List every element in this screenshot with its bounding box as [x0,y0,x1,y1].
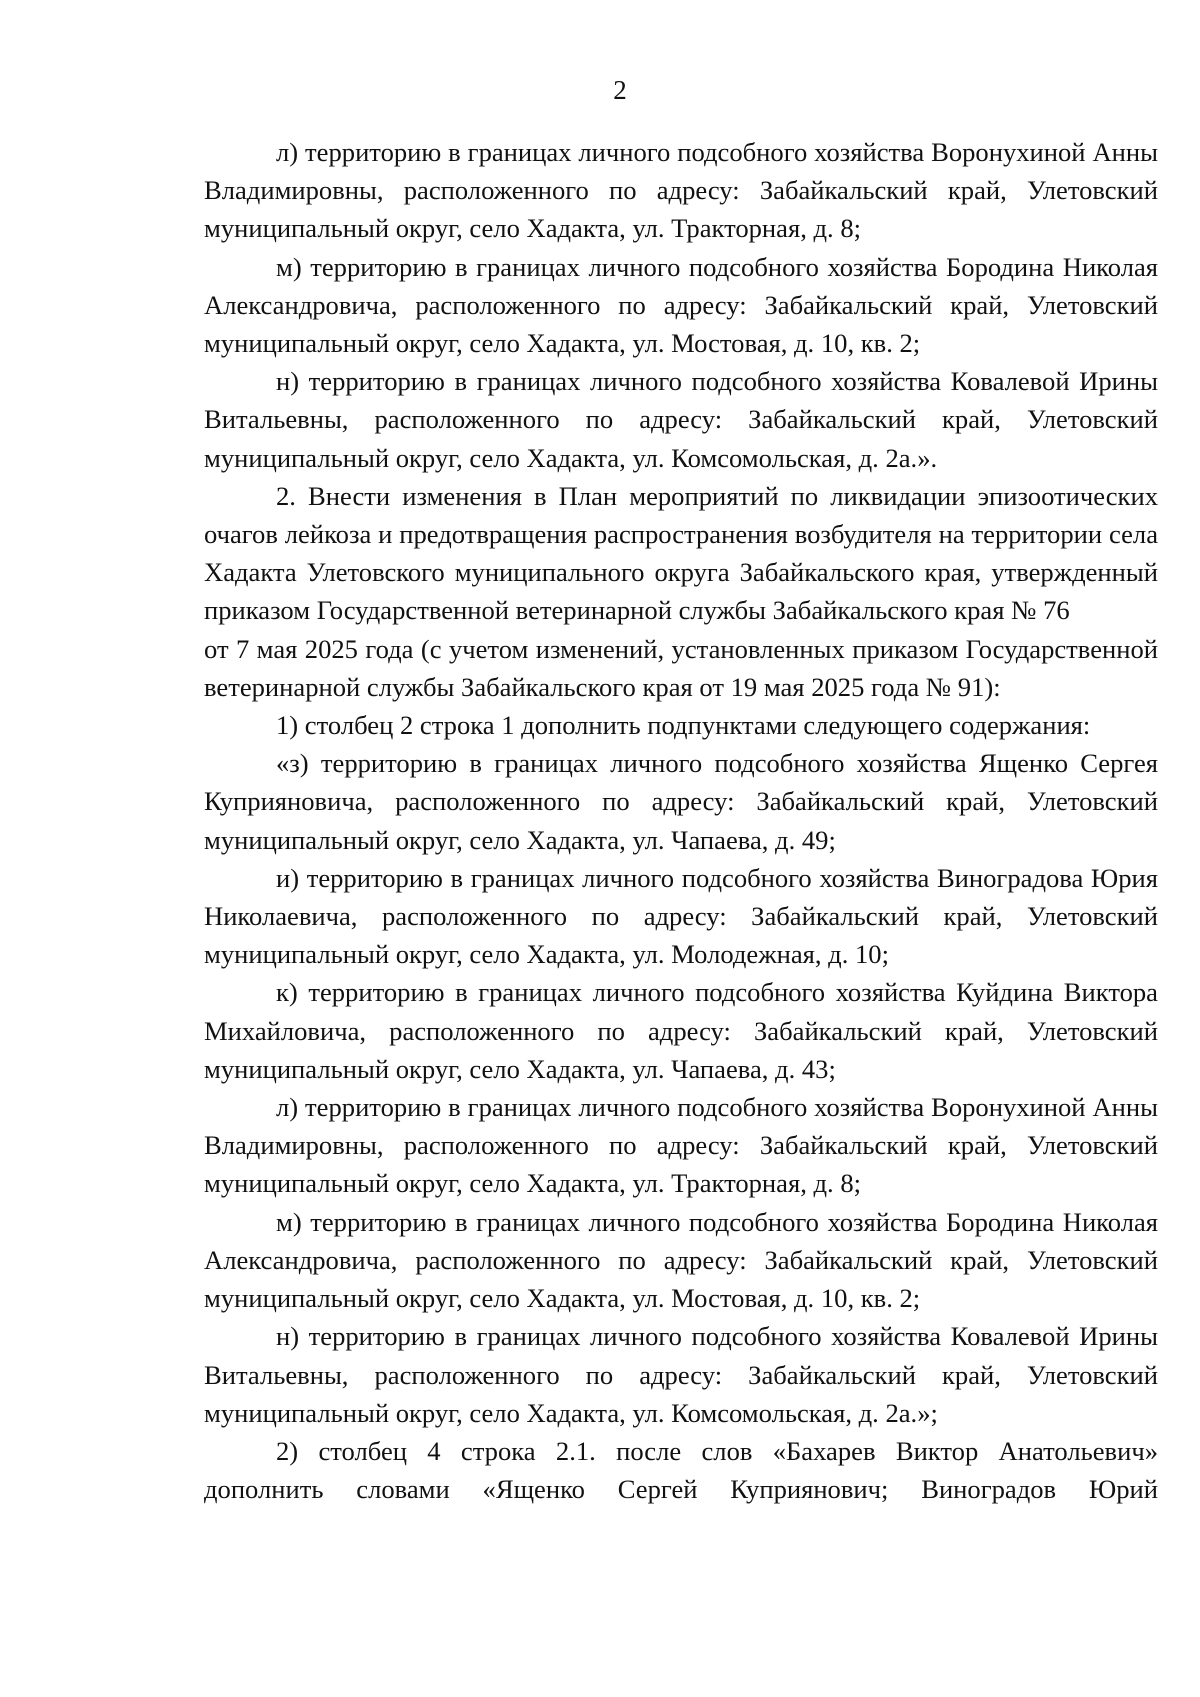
paragraph-item-z: «з) территорию в границах личного подсобного хозяйства Ященко Сергея Куприяновича, расположенного по адресу: Забайкальский край, Улетовский муниципальный округ, село Хадакта, ул. Чапаева, д. 49; [204,748,1158,855]
paragraph-section-2-continued: от 7 мая 2025 года (с учетом изменений, установленных приказом Государственной ветеринарной службы Забайкальского края от 19 мая 2025 года № 91): [204,633,1158,702]
paragraph-item-m-repeat: м) территорию в границах личного подсобного хозяйства Бородина Николая Александровича, расположенного по адресу: Забайкальский край, Улетовский муниципальный округ, село Хадакта, ул. Мостовая, д. 10, кв. 2; [204,1206,1158,1314]
paragraph-item-l-repeat: л) территорию в границах личного подсобного хозяйства Воронухиной Анны Владимировны, расположенного по адресу: Забайкальский край, Улетовский муниципальный округ, село Хадакта, ул. Тракторная, д. 8; [204,1092,1158,1199]
paragraph-item-i: и) территорию в границах личного подсобного хозяйства Виноградова Юрия Николаевича, расположенного по адресу: Забайкальский край, Улетовский муниципальный округ, село Хадакта, ул. Молодежная, д. 10; [204,862,1158,970]
paragraph-item-m: м) территорию в границах личного подсобного хозяйства Бородина Николая Александровича, расположенного по адресу: Забайкальский край, Улетовский муниципальный округ, село Хадакта, ул. Мостовая, д. 10, кв. 2; [204,251,1158,359]
paragraph-item-k: к) территорию в границах личного подсобного хозяйства Куйдина Виктора Михайловича, расположенного по адресу: Забайкальский край, Улетовский муниципальный округ, село Хадакта, ул. Чапаева, д. 43; [204,977,1158,1084]
paragraph-subitem-2: 2) столбец 4 строка 2.1. после слов «Бахарев Виктор Анатольевич» дополнить словами «Ященко Сергей Куприянович; Виноградов Юрий [204,1435,1158,1505]
paragraph-item-n: н) территорию в границах личного подсобного хозяйства Ковалевой Ирины Витальевны, расположенного по адресу: Забайкальский край, Улетовский муниципальный округ, село Хадакта, ул. Комсомольская, д. 2а.». [204,366,1158,473]
document-body [204,133,1158,1508]
paragraph-item-n-repeat: н) территорию в границах личного подсобного хозяйства Ковалевой Ирины Витальевны, расположенного по адресу: Забайкальский край, Улетовский муниципальный округ, село Хадакта, ул. Комсомольская, д. 2а.»; [204,1321,1158,1428]
paragraph-item-l: л) территорию в границах личного подсобного хозяйства Воронухиной Анны Владимировны, расположенного по адресу: Забайкальский край, Улетовский муниципальный округ, село Хадакта, ул. Тракторная, д. 8; [204,137,1158,244]
page-number: 2 [613,75,627,105]
paragraph-section-2: 2. Внести изменения в План мероприятий по ликвидации эпизоотических очагов лейкоза и предотвращения распространения возбудителя на территории села Хадакта Улетовского муниципального округа Забайкальского края, утвержденный приказом Государственной ветеринарной службы Забайкальского края № 76 [204,480,1158,626]
paragraph-subitem-1: 1) столбец 2 строка 1 дополнить подпунктами следующего содержания: [276,710,1091,741]
